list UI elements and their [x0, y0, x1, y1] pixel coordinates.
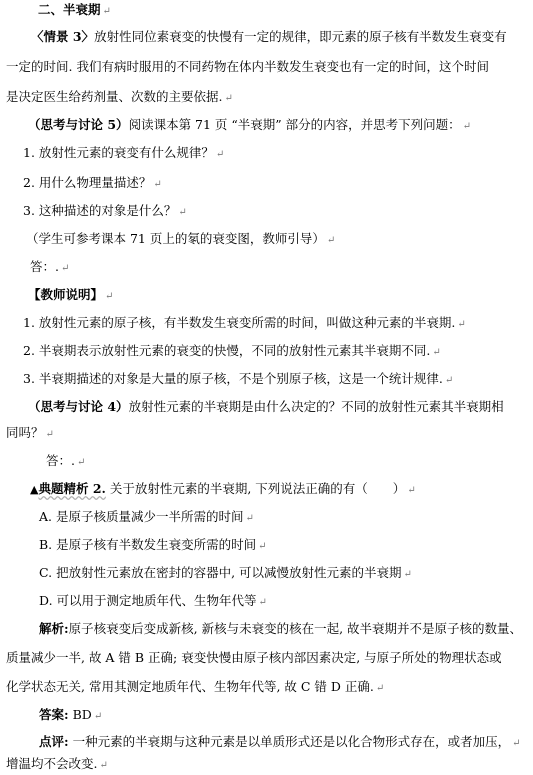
paragraph-mark-icon: ↵	[102, 6, 111, 17]
question-1: 1. 放射性元素的衰变有什么规律？ ↵	[23, 145, 225, 160]
question-2: 2. 用什么物理量描述？ ↵	[23, 175, 162, 190]
paragraph-mark-icon: ↵	[444, 375, 454, 386]
paragraph-mark-icon: ↵	[93, 711, 103, 722]
paragraph-mark-icon: ↵	[245, 513, 254, 524]
triangle-icon: ▲	[30, 483, 39, 496]
example-question: ▲典题精析 2. 关于放射性元素的半衰期, 下列说法正确的有（ ） ↵	[30, 481, 416, 496]
paragraph-mark-icon: ↵	[432, 347, 441, 358]
paragraph-mark-icon: ↵	[326, 235, 336, 246]
paragraph-mark-icon: ↵	[178, 207, 187, 218]
paragraph-mark-icon: ↵	[105, 291, 114, 302]
answer-blank-2: 答：. ↵	[46, 453, 86, 468]
paragraph-mark-icon: ↵	[153, 179, 162, 190]
discussion-5: （思考与讨论 5）阅读课本第 71 页 “半衰期” 部分的内容，并思考下列问题： ↵	[28, 117, 472, 132]
scene-line-2: 一定的时间. 我们有病时服用的不同药物在体内半数发生衰变也有一定的时间，这个时间	[6, 59, 489, 74]
paragraph-mark-icon: ↵	[512, 738, 521, 749]
analysis-line-3: 化学状态无关, 常用其测定地质年代、生物年代等, 故 C 错 D 正确. ↵	[6, 679, 385, 694]
answer-value: BD	[72, 707, 92, 722]
teacher-item-1: 1. 放射性元素的原子核，有半数发生衰变所需的时间，叫做这种元素的半衰期. ↵	[23, 315, 466, 330]
paragraph-mark-icon: ↵	[403, 569, 412, 580]
paragraph-mark-icon: ↵	[76, 457, 86, 468]
analysis-label: 解析:	[39, 621, 69, 636]
hint-text: （学生可参考课本 71 页上的氡的衰变图，教师引导） ↵	[26, 231, 336, 246]
paragraph-mark-icon: ↵	[407, 485, 416, 496]
discussion-4: （思考与讨论 4）放射性元素的半衰期是由什么决定的？不同的放射性元素其半衰期相	[28, 399, 504, 414]
teacher-item-2: 2. 半衰期表示放射性元素的衰变的快慢，不同的放射性元素其半衰期不同. ↵	[23, 343, 441, 358]
scene-label: 〈情景 3〉	[31, 29, 95, 44]
scene-line-3: 是决定医生给药剂量、次数的主要依据. ↵	[6, 89, 233, 104]
teacher-item-3: 3. 半衰期描述的对象是大量的原子核，不是个别原子核，这是一个统计规律. ↵	[23, 371, 454, 386]
answer-line	[39, 707, 102, 725]
comment-line-2: 增温均不会改变. ↵	[6, 756, 108, 771]
option-b: B. 是原子核有半数发生衰变所需的时间 ↵	[39, 537, 267, 552]
option-c: C. 把放射性元素放在密封的容器中, 可以减慢放射性元素的半衰期 ↵	[39, 565, 412, 580]
paragraph-mark-icon: ↵	[99, 760, 108, 771]
paragraph-mark-icon: ↵	[258, 597, 267, 608]
question-3: 3. 这种描述的对象是什么？ ↵	[23, 203, 187, 218]
section-title: 二、半衰期 ↵	[38, 2, 111, 17]
paragraph-mark-icon: ↵	[215, 149, 225, 160]
paragraph-mark-icon: ↵	[375, 683, 385, 694]
paragraph-mark-icon: ↵	[457, 319, 466, 330]
discussion-5-label: （思考与讨论 5）	[28, 117, 129, 132]
analysis-line-1: 解析:原子核衰变后变成新核, 新核与未衰变的核在一起, 故半衰期并不是原子核的数量、	[39, 621, 523, 636]
comment-line-1: 点评: 一种元素的半衰期与这种元素是以单质形式还是以化合物形式存在，或者加压， ↵	[39, 734, 521, 749]
answer-blank-1: 答：. ↵	[30, 259, 70, 274]
option-d: D. 可以用于测定地质年代、生物年代等 ↵	[39, 593, 267, 608]
example-label: 典题精析 2.	[38, 481, 106, 496]
paragraph-mark-icon: ↵	[45, 429, 54, 440]
discussion-4-label: （思考与讨论 4）	[28, 399, 129, 414]
option-a: A. 是原子核质量减少一半所需的时间 ↵	[39, 509, 254, 524]
paragraph-mark-icon: ↵	[60, 263, 70, 274]
paragraph-mark-icon: ↵	[258, 541, 267, 552]
comment-label: 点评:	[39, 734, 69, 749]
scene-line-1: 〈情景 3〉放射性同位素衰变的快慢有一定的规律，即元素的原子核有半数发生衰变有	[31, 29, 507, 44]
teacher-note-label: 【教师说明】 ↵	[28, 287, 114, 302]
paragraph-mark-icon: ↵	[462, 121, 472, 132]
discussion-4-line-2: 同吗？ ↵	[6, 425, 54, 440]
analysis-line-2: 质量减少一半, 故 A 错 B 正确; 衰变快慢由原子核内部因素决定, 与原子所处的物理状态或	[6, 650, 502, 665]
answer-label: 答案:	[39, 707, 69, 722]
paragraph-mark-icon: ↵	[224, 93, 233, 104]
